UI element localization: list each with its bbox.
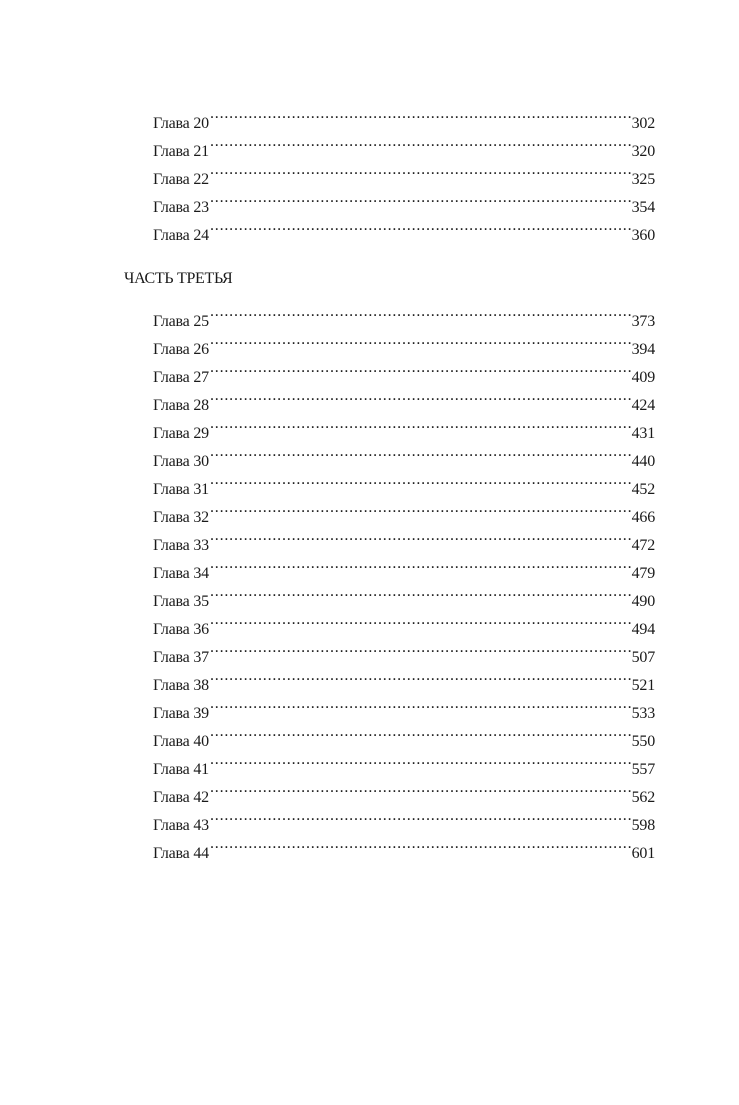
toc-entry[interactable] bbox=[153, 354, 655, 386]
dot-leader bbox=[210, 382, 631, 410]
chapter-title: Глава 32 bbox=[153, 509, 209, 526]
chapter-title: Глава 23 bbox=[153, 199, 209, 216]
page-number: 557 bbox=[631, 761, 655, 778]
page-number: 533 bbox=[631, 705, 655, 722]
page-number: 394 bbox=[631, 341, 655, 358]
page-number: 360 bbox=[631, 227, 655, 244]
toc-entry[interactable] bbox=[153, 156, 655, 188]
page-number: 598 bbox=[631, 817, 655, 834]
page-number: 550 bbox=[631, 733, 655, 750]
dot-leader bbox=[210, 578, 631, 606]
toc-entry[interactable] bbox=[153, 326, 655, 358]
dot-leader bbox=[210, 662, 631, 690]
chapter-title: Глава 43 bbox=[153, 817, 209, 834]
dot-leader bbox=[210, 466, 631, 494]
dot-leader bbox=[210, 212, 631, 240]
toc-entry[interactable] bbox=[153, 298, 655, 330]
page-number: 479 bbox=[631, 565, 655, 582]
chapter-title: Глава 44 bbox=[153, 845, 209, 862]
toc-entry[interactable] bbox=[153, 466, 655, 498]
page-number: 431 bbox=[631, 425, 655, 442]
chapter-title: Глава 20 bbox=[153, 115, 209, 132]
chapter-title: Глава 22 bbox=[153, 171, 209, 188]
dot-leader bbox=[210, 100, 631, 128]
page-number: 440 bbox=[631, 453, 655, 470]
dot-leader bbox=[210, 494, 631, 522]
page-number: 302 bbox=[631, 115, 655, 132]
dot-leader bbox=[210, 354, 631, 382]
toc-entry[interactable] bbox=[153, 438, 655, 470]
page-number: 601 bbox=[631, 845, 655, 862]
dot-leader bbox=[210, 746, 631, 774]
toc-entry[interactable] bbox=[153, 662, 655, 694]
page-number: 472 bbox=[631, 537, 655, 554]
toc-entry[interactable] bbox=[153, 690, 655, 722]
toc-entry[interactable] bbox=[153, 578, 655, 610]
chapter-title: Глава 25 bbox=[153, 313, 209, 330]
page-number: 325 bbox=[631, 171, 655, 188]
chapter-title: Глава 35 bbox=[153, 593, 209, 610]
page-number: 373 bbox=[631, 313, 655, 330]
dot-leader bbox=[210, 550, 631, 578]
chapter-title: Глава 42 bbox=[153, 789, 209, 806]
toc-entry[interactable] bbox=[153, 212, 655, 244]
toc-entry[interactable] bbox=[153, 830, 655, 862]
toc-entry[interactable] bbox=[153, 550, 655, 582]
toc-group-part-three bbox=[153, 298, 655, 862]
dot-leader bbox=[210, 830, 631, 858]
chapter-title: Глава 40 bbox=[153, 733, 209, 750]
dot-leader bbox=[210, 718, 631, 746]
dot-leader bbox=[210, 774, 631, 802]
part-heading: ЧАСТЬ ТРЕТЬЯ bbox=[124, 270, 233, 287]
chapter-title: Глава 28 bbox=[153, 397, 209, 414]
page-number: 562 bbox=[631, 789, 655, 806]
chapter-title: Глава 41 bbox=[153, 761, 209, 778]
toc-entry[interactable] bbox=[153, 382, 655, 414]
chapter-title: Глава 36 bbox=[153, 621, 209, 638]
chapter-title: Глава 38 bbox=[153, 677, 209, 694]
dot-leader bbox=[210, 298, 631, 326]
page-number: 494 bbox=[631, 621, 655, 638]
page-number: 490 bbox=[631, 593, 655, 610]
chapter-title: Глава 33 bbox=[153, 537, 209, 554]
chapter-title: Глава 21 bbox=[153, 143, 209, 160]
chapter-title: Глава 34 bbox=[153, 565, 209, 582]
page-number: 409 bbox=[631, 369, 655, 386]
dot-leader bbox=[210, 522, 631, 550]
chapter-title: Глава 29 bbox=[153, 425, 209, 442]
page-number: 466 bbox=[631, 509, 655, 526]
page-number: 424 bbox=[631, 397, 655, 414]
page-number: 354 bbox=[631, 199, 655, 216]
toc-entry[interactable] bbox=[153, 606, 655, 638]
page-number: 507 bbox=[631, 649, 655, 666]
chapter-title: Глава 24 bbox=[153, 227, 209, 244]
toc-entry[interactable] bbox=[153, 128, 655, 160]
page-number: 452 bbox=[631, 481, 655, 498]
dot-leader bbox=[210, 802, 631, 830]
page-number: 320 bbox=[631, 143, 655, 160]
toc-entry[interactable] bbox=[153, 802, 655, 834]
toc-entry[interactable] bbox=[153, 718, 655, 750]
toc-entry[interactable] bbox=[153, 746, 655, 778]
toc-entry[interactable] bbox=[153, 184, 655, 216]
toc-group-part-two-end bbox=[153, 100, 655, 244]
toc-entry[interactable] bbox=[153, 522, 655, 554]
chapter-title: Глава 31 bbox=[153, 481, 209, 498]
toc-entry[interactable] bbox=[153, 774, 655, 806]
chapter-title: Глава 39 bbox=[153, 705, 209, 722]
dot-leader bbox=[210, 184, 631, 212]
page-number: 521 bbox=[631, 677, 655, 694]
dot-leader bbox=[210, 690, 631, 718]
chapter-title: Глава 26 bbox=[153, 341, 209, 358]
toc-entry[interactable] bbox=[153, 634, 655, 666]
chapter-title: Глава 27 bbox=[153, 369, 209, 386]
toc-entry[interactable] bbox=[153, 410, 655, 442]
toc-entry[interactable] bbox=[153, 494, 655, 526]
dot-leader bbox=[210, 606, 631, 634]
dot-leader bbox=[210, 156, 631, 184]
dot-leader bbox=[210, 128, 631, 156]
dot-leader bbox=[210, 438, 631, 466]
chapter-title: Глава 30 bbox=[153, 453, 209, 470]
dot-leader bbox=[210, 326, 631, 354]
dot-leader bbox=[210, 410, 631, 438]
dot-leader bbox=[210, 634, 631, 662]
toc-entry[interactable] bbox=[153, 100, 655, 132]
chapter-title: Глава 37 bbox=[153, 649, 209, 666]
